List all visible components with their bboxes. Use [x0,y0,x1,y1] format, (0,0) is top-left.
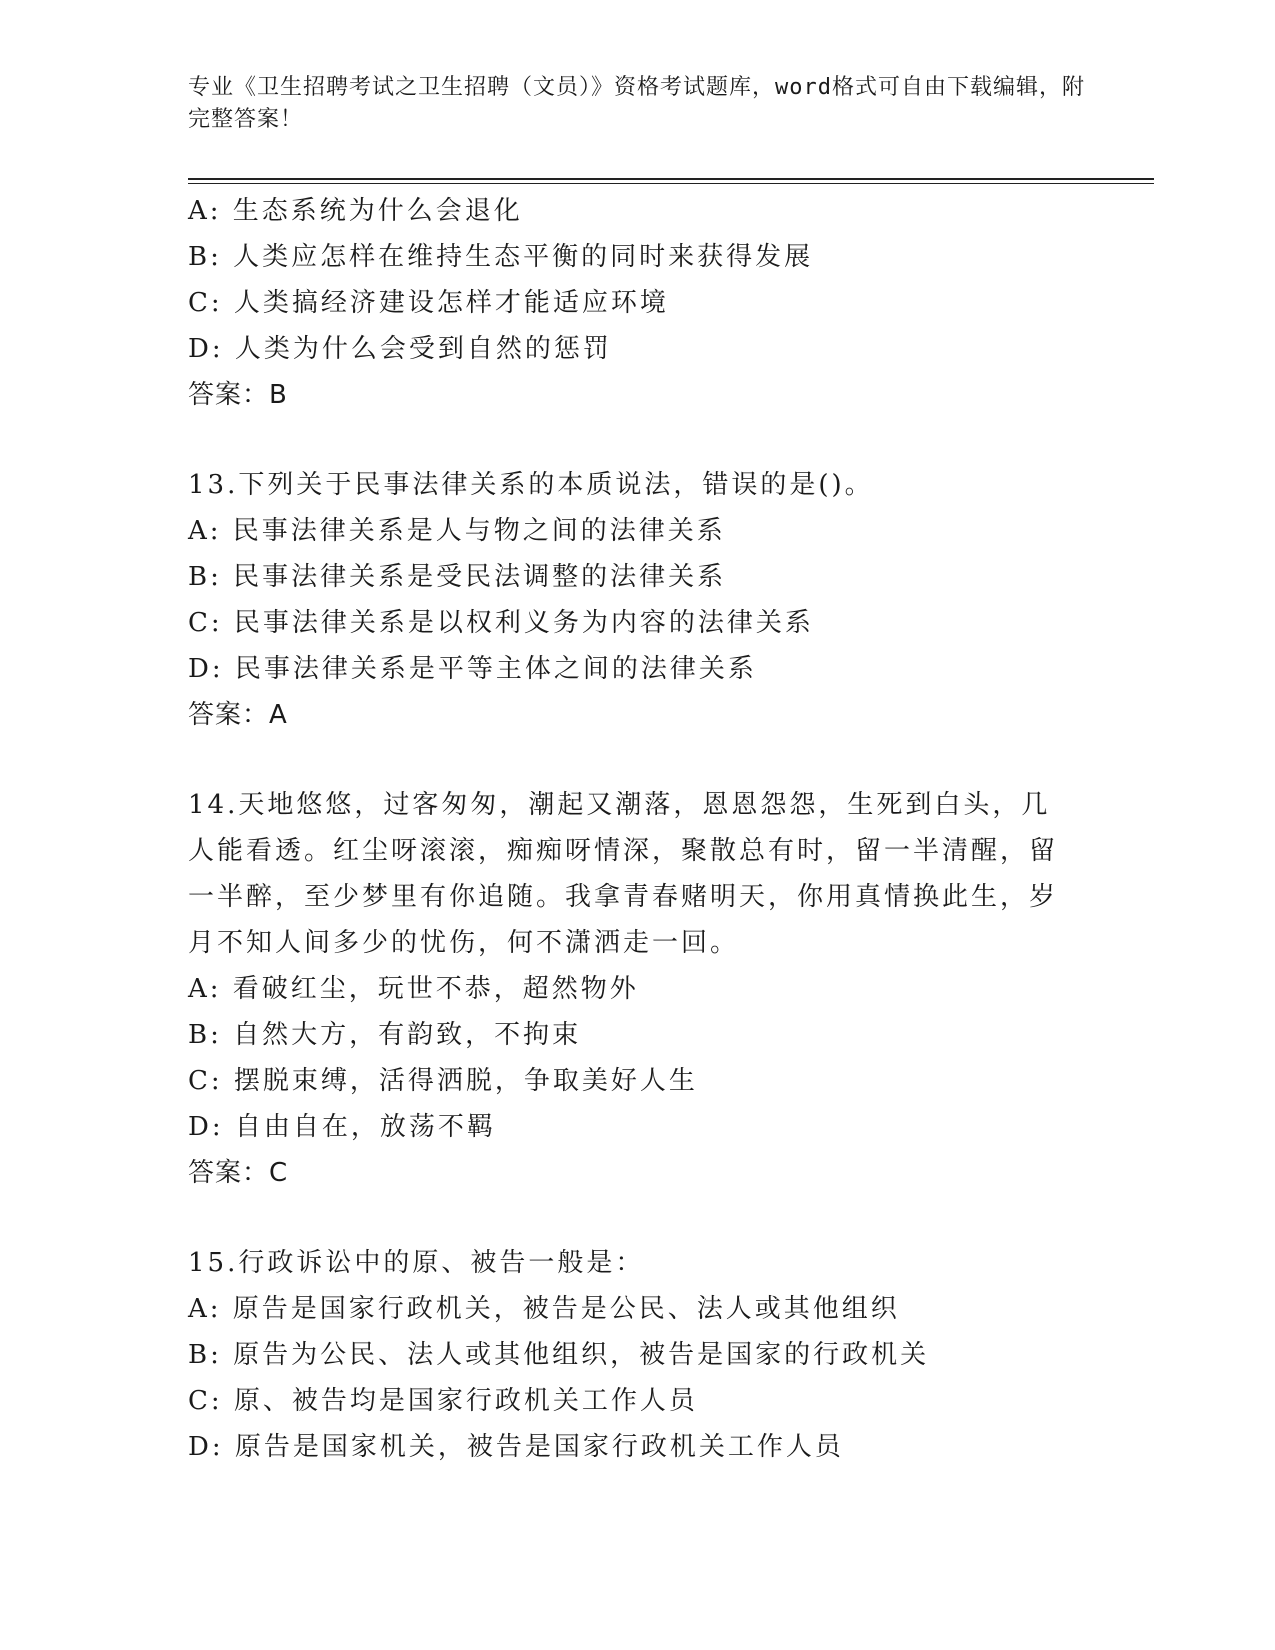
option-d: D: 人类为什么会受到自然的惩罚 [188,334,612,364]
question-text [188,782,1128,966]
answer: 答案：B [188,380,288,410]
option-a: A: 民事法律关系是人与物之间的法律关系 [188,516,726,546]
question-block-15 [188,1240,1128,1470]
question-block-13 [188,462,1128,738]
option-a: A: 看破红尘，玩世不恭，超然物外 [188,974,639,1004]
option-b: B: 人类应怎样在维持生态平衡的同时来获得发展 [188,242,814,272]
question-text: 13.下列关于民事法律关系的本质说法，错误的是()。 [188,470,874,500]
header-rule-thick [188,178,1154,180]
answer: 答案：C [188,1158,289,1188]
option-b: B: 原告为公民、法人或其他组织，被告是国家的行政机关 [188,1340,930,1370]
option-c: C: 原、被告均是国家行政机关工作人员 [188,1386,698,1416]
option-d: D: 自由自在，放荡不羁 [188,1112,496,1142]
document-header [188,72,1088,136]
option-a: A: 原告是国家行政机关，被告是公民、法人或其他组织 [188,1294,900,1324]
question-text: 15.行政诉讼中的原、被告一般是： [188,1248,645,1278]
answer: 答案：A [188,700,288,730]
option-a: A: 生态系统为什么会退化 [188,196,523,226]
option-c: C: 民事法律关系是以权利义务为内容的法律关系 [188,608,814,638]
option-c: C: 人类搞经济建设怎样才能适应环境 [188,288,669,318]
option-d: D: 民事法律关系是平等主体之间的法律关系 [188,654,757,684]
question-text-body: 14.天地悠悠，过客匆匆，潮起又潮落，恩恩怨怨，生死到白头，几人能看透。红尘呀滚滚，痴痴呀情深，聚散总有时，留一半清醒，留一半醉，至少梦里有你追随。我拿青春赌明天，你用真情换此生，岁月不知人间多少的忧伤，何不潇洒走一回。 [188,790,1059,958]
option-b: B: 民事法律关系是受民法调整的法律关系 [188,562,727,592]
question-block-12 [188,188,1128,418]
question-list [188,188,1128,1470]
option-c: C: 摆脱束缚，活得洒脱，争取美好人生 [188,1066,698,1096]
header-rule-thin [188,183,1154,184]
option-d: D: 原告是国家机关，被告是国家行政机关工作人员 [188,1432,844,1462]
option-b: B: 自然大方，有韵致，不拘束 [188,1020,582,1050]
header-text: 专业《卫生招聘考试之卫生招聘（文员）》资格考试题库，word格式可自由下载编辑，附完整答案！ [188,75,1085,132]
question-block-14 [188,782,1128,1196]
